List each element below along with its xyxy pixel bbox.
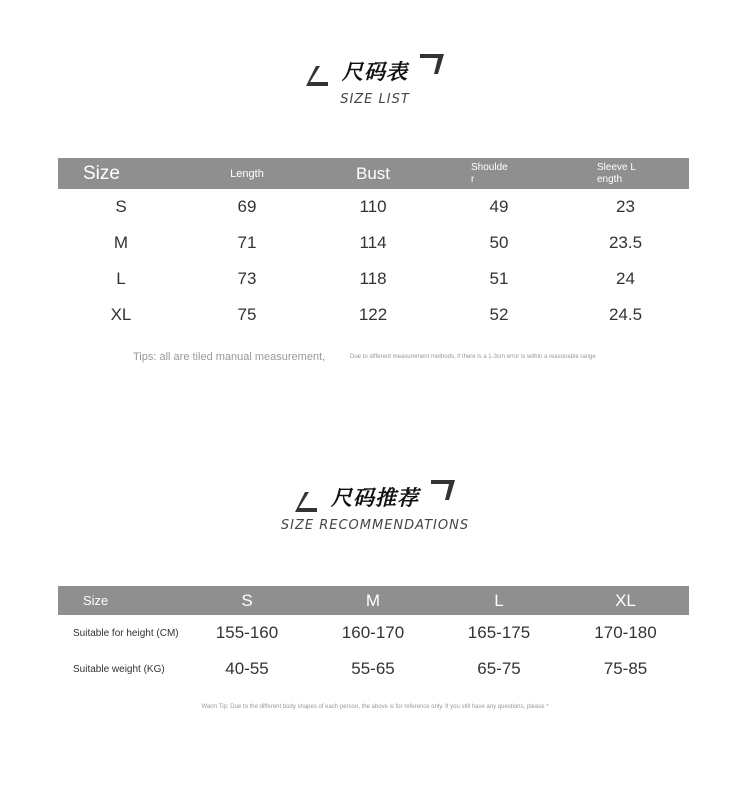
cell-sleeve: 24 <box>616 269 635 288</box>
table-row-height <box>58 615 689 651</box>
bracket-right-icon <box>420 52 446 76</box>
table-row <box>58 261 689 297</box>
cell-bust: 110 <box>359 197 387 216</box>
cell-size: L <box>116 269 126 288</box>
cell-height-s: 155-160 <box>215 623 279 642</box>
size-list-title-block <box>0 56 750 107</box>
measurement-tips-note: Due to different measurement methods, if there is a 1-3cm error is within a reasonable range <box>350 354 596 360</box>
cell-size: S <box>115 197 127 216</box>
warm-tip: Warm Tip: Due to the different body shapes of each person, the above is for reference only. If you still have any questions, please * <box>201 704 549 710</box>
bracket-right-icon <box>431 478 457 502</box>
cell-shoulder: 49 <box>489 197 509 216</box>
cell-weight-l: 65-75 <box>477 659 521 678</box>
cell-size: M <box>113 233 129 252</box>
table-row-weight <box>58 651 689 687</box>
header-size-xl: XL <box>615 590 636 610</box>
header-size-l: L <box>494 590 504 610</box>
size-recommendations-title-en: SIZE RECOMMENDATIONS <box>280 518 470 533</box>
cell-length: 75 <box>237 305 257 324</box>
header-sleeve-length: Sleeve Length <box>597 161 636 185</box>
cell-size: XL <box>110 305 132 324</box>
table-row <box>58 297 689 333</box>
header-shoulder: Shoulder <box>471 161 508 185</box>
header-size-s: S <box>241 590 253 610</box>
cell-bust: 122 <box>358 305 388 324</box>
cell-weight-xl: 75-85 <box>603 659 648 678</box>
header-size: Size <box>83 593 109 608</box>
bracket-left-icon <box>295 490 321 514</box>
cell-bust: 118 <box>359 269 387 288</box>
header-length: Length <box>230 167 264 180</box>
size-list-title-en: SIZE LIST <box>340 92 410 107</box>
header-size-m: M <box>365 590 381 610</box>
cell-sleeve: 23 <box>616 197 635 216</box>
size-list-table <box>58 158 689 333</box>
row-label-height: Suitable for height (CM) <box>73 627 179 639</box>
cell-weight-s: 40-55 <box>225 659 269 678</box>
size-recommendations-title-block <box>0 482 750 533</box>
recommendations-header-row <box>58 586 689 615</box>
size-recommendations-table <box>58 586 689 687</box>
cell-length: 73 <box>237 269 257 288</box>
size-list-title-zh: 尺码表 <box>342 56 408 86</box>
cell-height-xl: 170-180 <box>594 623 657 642</box>
cell-bust: 114 <box>359 233 387 252</box>
table-row <box>58 189 689 225</box>
size-list-header-row <box>58 158 689 189</box>
measurement-tips: Tips: all are tiled manual measurement, <box>133 351 326 363</box>
cell-length: 69 <box>237 197 257 216</box>
row-label-weight: Suitable weight (KG) <box>73 663 165 675</box>
cell-shoulder: 52 <box>489 305 509 324</box>
cell-sleeve: 24.5 <box>608 305 643 324</box>
cell-shoulder: 50 <box>489 233 509 252</box>
cell-height-m: 160-170 <box>341 623 405 642</box>
cell-shoulder: 51 <box>489 269 509 288</box>
cell-sleeve: 23.5 <box>608 233 643 252</box>
header-size: Size <box>83 162 120 184</box>
size-recommendations-title-zh: 尺码推荐 <box>331 482 419 512</box>
cell-height-l: 165-175 <box>467 623 531 642</box>
header-bust: Bust <box>355 163 391 183</box>
cell-weight-m: 55-65 <box>351 659 395 678</box>
bracket-left-icon <box>306 64 332 88</box>
table-row <box>58 225 689 261</box>
cell-length: 71 <box>237 233 257 252</box>
